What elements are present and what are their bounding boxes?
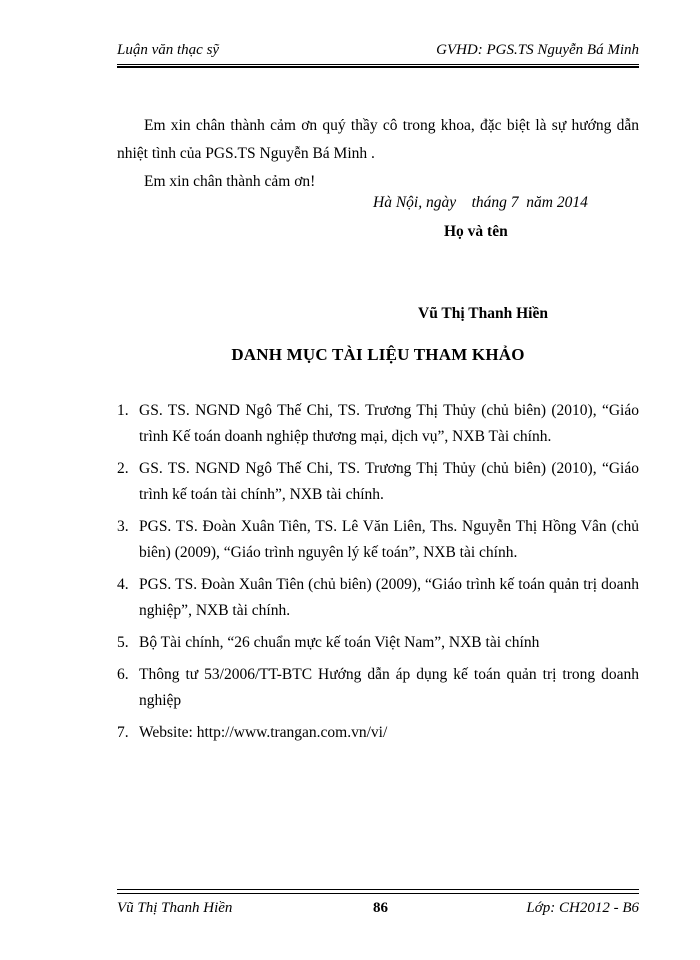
reference-text: Bộ Tài chính, “26 chuẩn mực kế toán Việt Nam”, NXB tài chính <box>139 634 540 651</box>
footer-class: Lớp: CH2012 - B6 <box>526 900 639 916</box>
reference-text: Thông tư 53/2006/TT-BTC Hướng dẫn áp dụng kế toán quản trị trong doanh nghiệp <box>139 666 639 709</box>
acknowledgement-paragraph: Em xin chân thành cảm ơn quý thầy cô trong khoa, đặc biệt là sự hướng dẫn nhiệt tình của PGS.TS Nguyễn Bá Minh . <box>117 117 639 162</box>
reference-item <box>117 398 639 450</box>
reference-text: GS. TS. NGND Ngô Thế Chi, TS. Trương Thị Thủy (chủ biên) (2010), “Giáo trình kế toán tài chính”, NXB tài chính. <box>139 460 639 503</box>
references-heading: DANH MỤC TÀI LIỆU THAM KHẢO <box>231 345 525 364</box>
reference-item <box>117 514 639 566</box>
reference-number: 2. <box>117 460 129 477</box>
reference-number: 6. <box>117 666 129 683</box>
header-thesis-label: Luận văn thạc sỹ <box>117 42 220 58</box>
reference-item <box>117 720 639 746</box>
acknowledgement-section <box>117 112 639 196</box>
reference-item <box>117 630 639 656</box>
signature-name: Vũ Thị Thanh Hiền <box>418 305 548 322</box>
reference-text: Website: http://www.trangan.com.vn/vi/ <box>139 724 388 741</box>
reference-number: 4. <box>117 576 129 593</box>
reference-number: 7. <box>117 724 129 741</box>
page-footer <box>117 893 639 920</box>
reference-number: 5. <box>117 634 129 651</box>
acknowledgement-thanks: Em xin chân thành cảm ơn! <box>144 173 316 190</box>
reference-text: PGS. TS. Đoàn Xuân Tiên, TS. Lê Văn Liên, Ths. Nguyễn Thị Hồng Vân (chủ biên) (2009), “Giáo trình nguyên lý kế toán”, NXB tài chính. <box>139 518 639 561</box>
page-header <box>117 40 639 65</box>
page-number: 86 <box>373 900 388 916</box>
reference-item <box>117 456 639 508</box>
reference-text: PGS. TS. Đoàn Xuân Tiên (chủ biên) (2009), “Giáo trình kế toán quản trị doanh nghiệp”, NXB tài chính. <box>139 576 639 619</box>
reference-item <box>117 662 639 714</box>
reference-number: 3. <box>117 518 129 535</box>
signature-date: Hà Nội, ngày tháng 7 năm 2014 <box>373 194 588 211</box>
header-advisor: GVHD: PGS.TS Nguyễn Bá Minh <box>436 42 639 58</box>
reference-number: 1. <box>117 402 129 419</box>
reference-text: GS. TS. NGND Ngô Thế Chi, TS. Trương Thị Thủy (chủ biên) (2010), “Giáo trình Kế toán doanh nghiệp thương mại, dịch vụ”, NXB Tài chính. <box>139 402 639 445</box>
references-list <box>117 398 639 752</box>
footer-author: Vũ Thị Thanh Hiền <box>117 900 233 916</box>
signature-title: Họ và tên <box>444 223 508 240</box>
reference-item <box>117 572 639 624</box>
